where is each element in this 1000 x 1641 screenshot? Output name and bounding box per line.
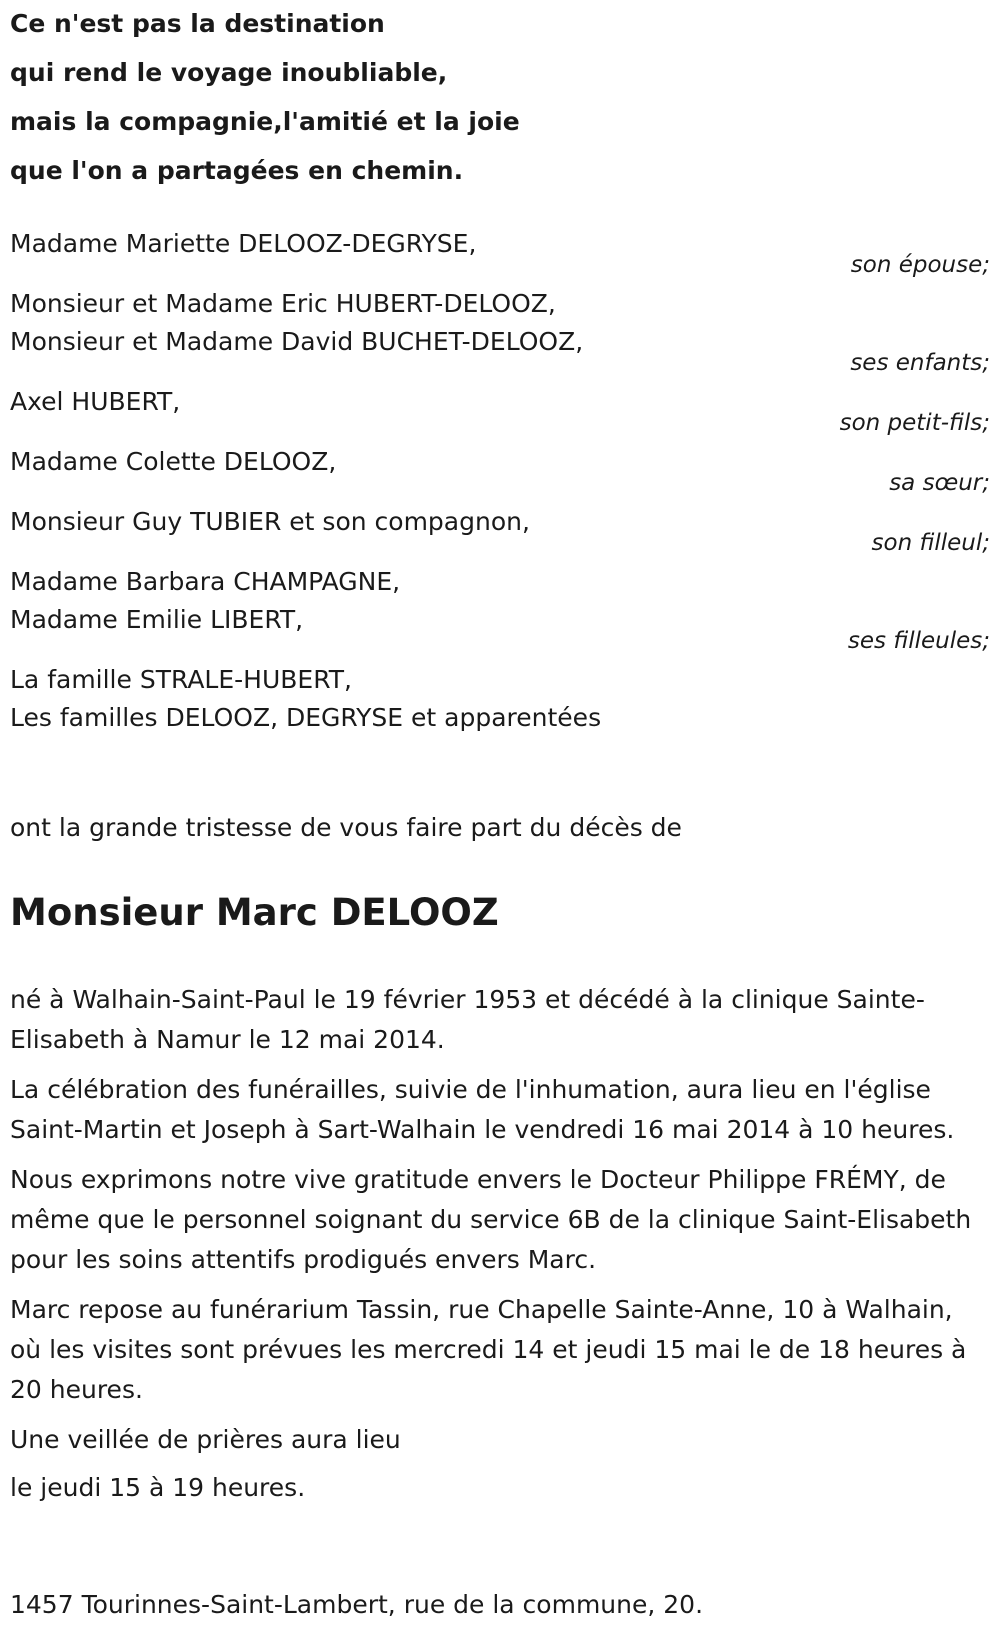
epigraph-quote [10, 6, 520, 202]
family-name-child: Monsieur et Madame Eric HUBERT-DELOOZ, [10, 289, 556, 318]
thanks-paragraph: Nous exprimons notre vive gratitude envers le Docteur Philippe FRÉMY, de même que le personnel soignant du service 6B de la clinique Saint-Elisabeth pour les soins attentifs prodigués envers Marc. [10, 1165, 972, 1274]
family-name-child: Monsieur et Madame David BUCHET-DELOOZ, [10, 327, 584, 356]
relation-spouse: son épouse; [850, 252, 990, 278]
family-name-godson: Monsieur Guy TUBIER et son compagnon, [10, 507, 530, 536]
quote-line: qui rend le voyage inoubliable, [10, 58, 448, 87]
quote-line: Ce n'est pas la destination [10, 9, 385, 38]
family-name-spouse: Madame Mariette DELOOZ-DEGRYSE, [10, 229, 477, 258]
birth-death-paragraph: né à Walhain-Saint-Paul le 19 février 1953 et décédé à la clinique Sainte-Elisabeth à Namur le 12 mai 2014. [10, 985, 925, 1054]
quote-line: que l'on a partagées en chemin. [10, 156, 464, 185]
family-name-goddaughter: Madame Emilie LIBERT, [10, 605, 304, 634]
family-name-sister: Madame Colette DELOOZ, [10, 447, 337, 476]
announcement-intro: ont la grande tristesse de vous faire part du décès de [10, 813, 682, 842]
relation-sister: sa sœur; [889, 470, 990, 496]
relation-grandson: son petit-fils; [839, 410, 990, 436]
family-name-extended: Les familles DELOOZ, DEGRYSE et apparentées [10, 703, 602, 732]
ceremony-paragraph: La célébration des funérailles, suivie de l'inhumation, aura lieu en l'église Saint-Martin et Joseph à Sart-Walhain le vendredi 16 mai 2014 à 10 heures. [10, 1075, 955, 1144]
obituary-page [10, 0, 990, 1641]
relation-children: ses enfants; [850, 350, 990, 376]
deceased-name: Monsieur Marc DELOOZ [10, 891, 499, 934]
details-section [10, 980, 980, 1516]
family-name-grandson: Axel HUBERT, [10, 387, 181, 416]
address: 1457 Tourinnes-Saint-Lambert, rue de la commune, 20. [10, 1590, 704, 1619]
quote-line: mais la compagnie,l'amitié et la joie [10, 107, 520, 136]
relation-godson: son filleul; [871, 530, 990, 556]
vigil-line: le jeudi 15 à 19 heures. [10, 1473, 306, 1502]
vigil-line: Une veillée de prières aura lieu [10, 1425, 401, 1454]
relation-goddaughters: ses filleules; [847, 628, 990, 654]
family-name-extended: La famille STRALE-HUBERT, [10, 665, 352, 694]
visits-paragraph: Marc repose au funérarium Tassin, rue Chapelle Sainte-Anne, 10 à Walhain, où les visites sont prévues les mercredi 14 et jeudi 15 mai le de 18 heures à 20 heures. [10, 1295, 967, 1404]
family-name-goddaughter: Madame Barbara CHAMPAGNE, [10, 567, 401, 596]
